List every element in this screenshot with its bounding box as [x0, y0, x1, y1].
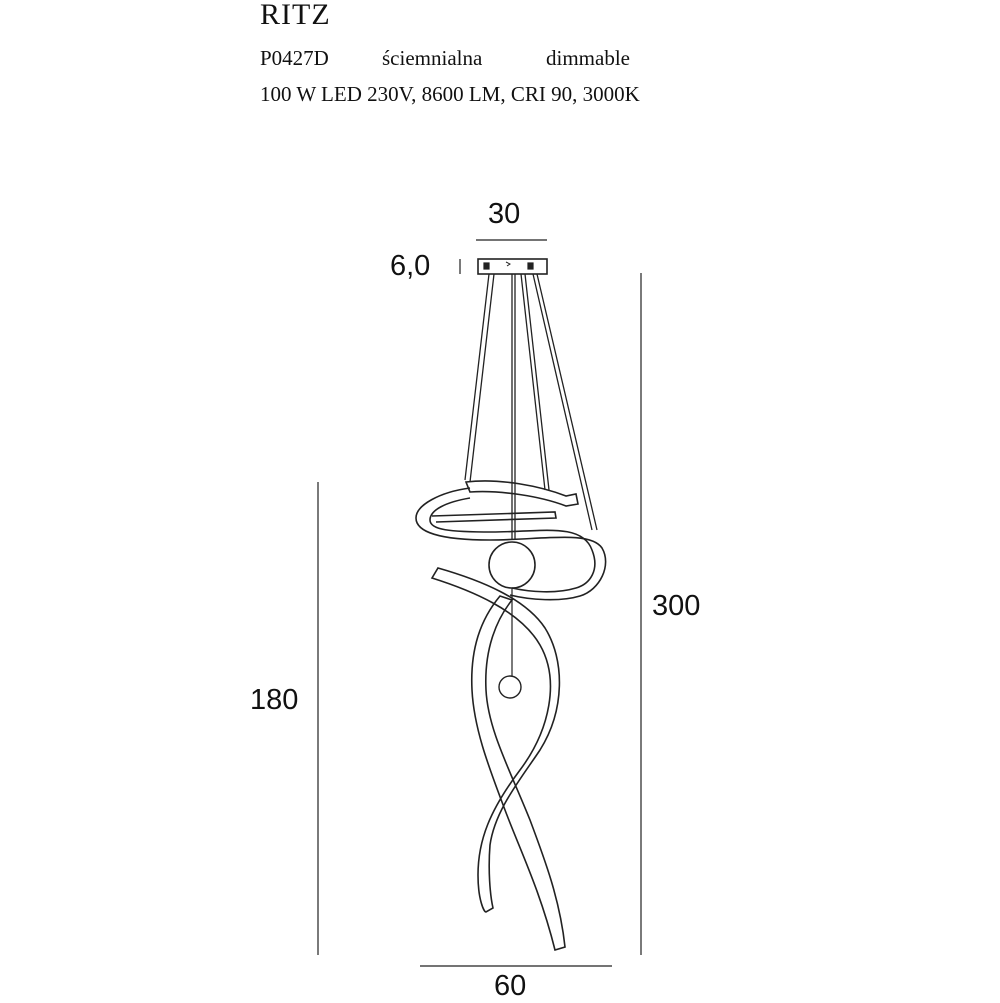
dimmable-label-en: dimmable [546, 46, 630, 70]
lower-glass-globe [499, 676, 521, 698]
ceiling-canopy [478, 259, 547, 274]
upper-glass-globe [489, 542, 535, 588]
dimmable-label-pl: ściemnialna [382, 46, 483, 70]
technical-specs: 100 W LED 230V, 8600 LM, CRI 90, 3000K [260, 82, 640, 106]
total-height-label: 300 [652, 590, 701, 622]
lower-spiral-ribbons [432, 568, 565, 950]
body-width-label: 60 [494, 970, 527, 1002]
product-code: P0427D [260, 46, 329, 70]
canopy-width-label: 30 [488, 198, 521, 230]
product-title: RITZ [260, 0, 331, 31]
body-height-label: 180 [250, 684, 299, 716]
canopy-height-label: 6,0 [390, 250, 431, 282]
